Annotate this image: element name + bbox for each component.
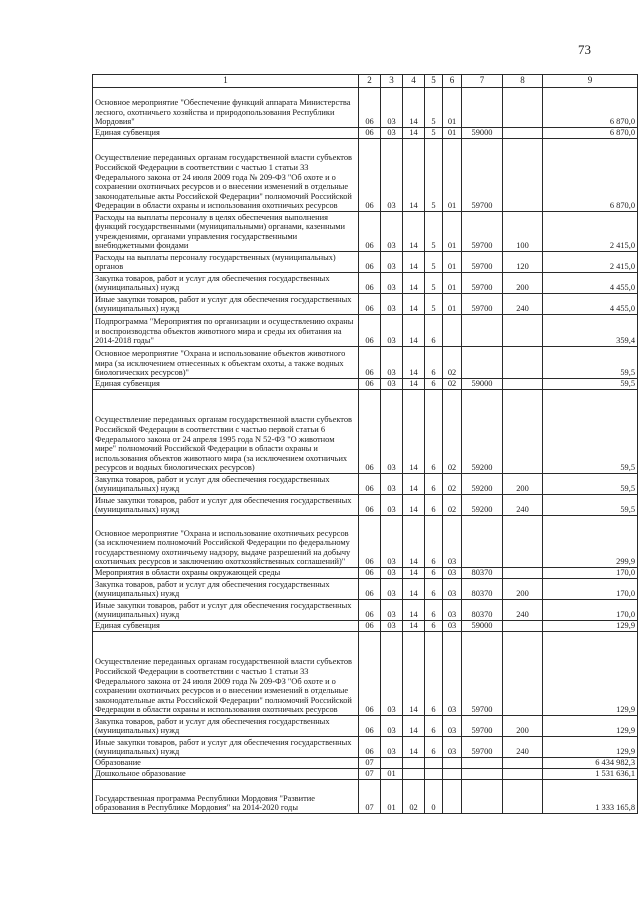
cell-chapter-code: 06 bbox=[359, 315, 381, 347]
cell-amount: 170,0 bbox=[543, 579, 638, 600]
cell-row-description: Иные закупки товаров, работ и услуг для обеспечения государственных (муниципальных) нужд bbox=[93, 737, 359, 758]
cell-chapter-code: 06 bbox=[359, 252, 381, 273]
cell-expense-type-code bbox=[503, 780, 543, 814]
cell-expense-direction-code: 80370 bbox=[462, 568, 503, 579]
cell-expense-direction-code bbox=[462, 769, 503, 780]
cell-subprogram-code: 5 bbox=[425, 139, 443, 212]
cell-amount: 1 333 165,8 bbox=[543, 780, 638, 814]
table-row bbox=[93, 621, 638, 632]
cell-amount: 170,0 bbox=[543, 568, 638, 579]
cell-expense-direction-code bbox=[462, 516, 503, 568]
cell-amount: 170,0 bbox=[543, 600, 638, 621]
cell-program-code: 14 bbox=[403, 139, 425, 212]
cell-expense-direction-code: 59700 bbox=[462, 273, 503, 294]
cell-subsection-code: 03 bbox=[381, 632, 403, 716]
cell-subsection-code: 03 bbox=[381, 212, 403, 252]
table-row bbox=[93, 579, 638, 600]
cell-chapter-code: 06 bbox=[359, 128, 381, 139]
cell-expense-type-code: 240 bbox=[503, 600, 543, 621]
cell-subprogram-code: 6 bbox=[425, 716, 443, 737]
cell-row-description: Закупка товаров, работ и услуг для обеспечения государственных (муниципальных) нужд bbox=[93, 273, 359, 294]
table-row bbox=[93, 516, 638, 568]
cell-subsection-code: 03 bbox=[381, 568, 403, 579]
cell-subsection-code: 03 bbox=[381, 516, 403, 568]
column-header-program-code: 4 bbox=[403, 75, 425, 88]
cell-subprogram-code: 5 bbox=[425, 88, 443, 128]
cell-chapter-code: 06 bbox=[359, 600, 381, 621]
cell-row-description: Единая субвенция bbox=[93, 621, 359, 632]
cell-expense-type-code bbox=[503, 88, 543, 128]
cell-row-description: Осуществление переданных органам государственной власти субъектов Российской Федерации в соответствии с частью 1 статьи 33 Федерального закона от 24 июля 2009 года № 209-ФЗ "Об охоте и о сохранении охотничьих ресурсов и о внесении изменений в отдельные законодательные акты Российской Федерации" полномочий Российской Федерации в области охраны и использования охотничьих ресурсов bbox=[93, 139, 359, 212]
cell-program-code: 14 bbox=[403, 88, 425, 128]
table-row bbox=[93, 600, 638, 621]
cell-program-code: 14 bbox=[403, 379, 425, 390]
cell-expense-type-code bbox=[503, 139, 543, 212]
cell-chapter-code: 06 bbox=[359, 294, 381, 315]
cell-expense-direction-code: 59200 bbox=[462, 474, 503, 495]
cell-row-description: Осуществление переданных органам государственной власти субъектов Российской Федерации в соответствии с частью 1 статьи 33 Федерального закона от 24 июля 2009 года № 209-ФЗ "Об охоте и о сохранении охотничьих ресурсов и о внесении изменений в отдельные законодательные акты Российской Федерации" полномочий Российской Федерации в области охраны и использования охотничьих ресурсов bbox=[93, 632, 359, 716]
cell-amount: 59,5 bbox=[543, 379, 638, 390]
cell-chapter-code: 06 bbox=[359, 579, 381, 600]
cell-amount: 6 434 982,3 bbox=[543, 758, 638, 769]
cell-subprogram-code: 5 bbox=[425, 252, 443, 273]
cell-subprogram-code: 6 bbox=[425, 390, 443, 474]
cell-subsection-code: 03 bbox=[381, 600, 403, 621]
cell-amount: 59,5 bbox=[543, 474, 638, 495]
cell-expense-type-code bbox=[503, 347, 543, 379]
table-row bbox=[93, 294, 638, 315]
cell-subsection-code: 03 bbox=[381, 273, 403, 294]
column-header-expense-type-code: 8 bbox=[503, 75, 543, 88]
cell-activity-code: 02 bbox=[443, 379, 462, 390]
table-row bbox=[93, 139, 638, 212]
table-row bbox=[93, 758, 638, 769]
cell-chapter-code: 06 bbox=[359, 212, 381, 252]
cell-expense-type-code: 100 bbox=[503, 212, 543, 252]
cell-expense-direction-code bbox=[462, 758, 503, 769]
cell-expense-direction-code: 59000 bbox=[462, 128, 503, 139]
cell-row-description: Мероприятия в области охраны окружающей среды bbox=[93, 568, 359, 579]
cell-chapter-code: 07 bbox=[359, 758, 381, 769]
cell-subprogram-code: 6 bbox=[425, 579, 443, 600]
cell-amount: 6 870,0 bbox=[543, 139, 638, 212]
cell-subprogram-code: 5 bbox=[425, 273, 443, 294]
cell-chapter-code: 06 bbox=[359, 390, 381, 474]
cell-subprogram-code: 0 bbox=[425, 780, 443, 814]
cell-program-code: 14 bbox=[403, 632, 425, 716]
column-header-activity-code: 6 bbox=[443, 75, 462, 88]
cell-chapter-code: 07 bbox=[359, 769, 381, 780]
cell-row-description: Единая субвенция bbox=[93, 128, 359, 139]
cell-amount: 59,5 bbox=[543, 347, 638, 379]
cell-chapter-code: 06 bbox=[359, 737, 381, 758]
cell-expense-direction-code: 59700 bbox=[462, 294, 503, 315]
cell-activity-code: 01 bbox=[443, 294, 462, 315]
cell-chapter-code: 06 bbox=[359, 632, 381, 716]
cell-activity-code: 01 bbox=[443, 139, 462, 212]
cell-program-code: 14 bbox=[403, 212, 425, 252]
table-row bbox=[93, 474, 638, 495]
cell-expense-type-code: 200 bbox=[503, 716, 543, 737]
table-row bbox=[93, 212, 638, 252]
cell-activity-code: 02 bbox=[443, 474, 462, 495]
cell-subprogram-code: 6 bbox=[425, 379, 443, 390]
cell-activity-code: 03 bbox=[443, 600, 462, 621]
cell-row-description: Единая субвенция bbox=[93, 379, 359, 390]
cell-row-description: Расходы на выплаты персоналу государственных (муниципальных) органов bbox=[93, 252, 359, 273]
cell-expense-type-code: 240 bbox=[503, 495, 543, 516]
cell-program-code bbox=[403, 758, 425, 769]
cell-expense-direction-code: 59700 bbox=[462, 212, 503, 252]
cell-activity-code: 01 bbox=[443, 252, 462, 273]
cell-amount: 1 531 636,1 bbox=[543, 769, 638, 780]
cell-amount: 4 455,0 bbox=[543, 273, 638, 294]
cell-subsection-code: 03 bbox=[381, 716, 403, 737]
table-row bbox=[93, 379, 638, 390]
table-row bbox=[93, 347, 638, 379]
cell-program-code: 14 bbox=[403, 315, 425, 347]
cell-expense-type-code bbox=[503, 379, 543, 390]
table-row bbox=[93, 315, 638, 347]
table-row bbox=[93, 88, 638, 128]
table-row bbox=[93, 273, 638, 294]
cell-amount: 2 415,0 bbox=[543, 212, 638, 252]
cell-activity-code: 03 bbox=[443, 568, 462, 579]
cell-subsection-code: 03 bbox=[381, 737, 403, 758]
cell-activity-code bbox=[443, 769, 462, 780]
cell-row-description: Иные закупки товаров, работ и услуг для обеспечения государственных (муниципальных) нужд bbox=[93, 600, 359, 621]
cell-activity-code: 01 bbox=[443, 273, 462, 294]
table-row bbox=[93, 390, 638, 474]
cell-expense-direction-code: 59000 bbox=[462, 379, 503, 390]
cell-expense-type-code bbox=[503, 621, 543, 632]
cell-row-description: Осуществление переданных органам государственной власти субъектов Российской Федерации в соответствии с частью первой статьи 6 Федерального закона от 24 апреля 1995 года N 52-ФЗ "О животном мире" полномочий Российской Федерации в области охраны и использования объектов животного мира (за исключением охотничьих ресурсов и водных биологических ресурсов) bbox=[93, 390, 359, 474]
cell-program-code: 14 bbox=[403, 474, 425, 495]
cell-subprogram-code: 5 bbox=[425, 294, 443, 315]
cell-subprogram-code: 6 bbox=[425, 737, 443, 758]
cell-subprogram-code: 6 bbox=[425, 347, 443, 379]
cell-subprogram-code: 6 bbox=[425, 516, 443, 568]
cell-chapter-code: 06 bbox=[359, 621, 381, 632]
cell-expense-direction-code: 59000 bbox=[462, 621, 503, 632]
cell-activity-code bbox=[443, 315, 462, 347]
cell-program-code: 14 bbox=[403, 128, 425, 139]
cell-chapter-code: 07 bbox=[359, 780, 381, 814]
cell-program-code: 14 bbox=[403, 737, 425, 758]
cell-program-code bbox=[403, 769, 425, 780]
cell-row-description: Дошкольное образование bbox=[93, 769, 359, 780]
table-row bbox=[93, 568, 638, 579]
column-header-amount: 9 bbox=[543, 75, 638, 88]
cell-amount: 59,5 bbox=[543, 390, 638, 474]
cell-expense-direction-code: 59700 bbox=[462, 139, 503, 212]
cell-program-code: 14 bbox=[403, 294, 425, 315]
cell-subprogram-code bbox=[425, 758, 443, 769]
cell-amount: 6 870,0 bbox=[543, 88, 638, 128]
cell-amount: 129,9 bbox=[543, 621, 638, 632]
cell-subsection-code: 01 bbox=[381, 769, 403, 780]
cell-subsection-code: 03 bbox=[381, 294, 403, 315]
cell-subsection-code: 01 bbox=[381, 780, 403, 814]
cell-activity-code: 03 bbox=[443, 516, 462, 568]
cell-activity-code bbox=[443, 758, 462, 769]
cell-expense-direction-code: 59700 bbox=[462, 737, 503, 758]
cell-row-description: Иные закупки товаров, работ и услуг для обеспечения государственных (муниципальных) нужд bbox=[93, 294, 359, 315]
cell-expense-type-code bbox=[503, 769, 543, 780]
cell-subsection-code: 03 bbox=[381, 579, 403, 600]
cell-subsection-code: 03 bbox=[381, 128, 403, 139]
cell-program-code: 14 bbox=[403, 568, 425, 579]
cell-expense-direction-code: 80370 bbox=[462, 600, 503, 621]
cell-subprogram-code: 6 bbox=[425, 568, 443, 579]
column-header-expense-direction-code: 7 bbox=[462, 75, 503, 88]
cell-expense-direction-code bbox=[462, 315, 503, 347]
cell-subsection-code: 03 bbox=[381, 88, 403, 128]
table-row bbox=[93, 252, 638, 273]
cell-row-description: Расходы на выплаты персоналу в целях обеспечения выполнения функций государственными (муниципальными) органами, казенными учреждениями, органами управления государственными внебюджетными фондами bbox=[93, 212, 359, 252]
cell-expense-type-code: 120 bbox=[503, 252, 543, 273]
cell-amount: 129,9 bbox=[543, 716, 638, 737]
cell-chapter-code: 06 bbox=[359, 139, 381, 212]
cell-program-code: 02 bbox=[403, 780, 425, 814]
cell-program-code: 14 bbox=[403, 621, 425, 632]
cell-expense-direction-code: 80370 bbox=[462, 579, 503, 600]
cell-program-code: 14 bbox=[403, 390, 425, 474]
cell-amount: 129,9 bbox=[543, 737, 638, 758]
table-header-row bbox=[93, 75, 638, 88]
cell-expense-direction-code: 59200 bbox=[462, 390, 503, 474]
cell-chapter-code: 06 bbox=[359, 347, 381, 379]
cell-expense-type-code: 200 bbox=[503, 474, 543, 495]
cell-subsection-code: 03 bbox=[381, 252, 403, 273]
cell-expense-direction-code: 59200 bbox=[462, 495, 503, 516]
cell-chapter-code: 06 bbox=[359, 516, 381, 568]
cell-expense-direction-code bbox=[462, 347, 503, 379]
cell-amount: 4 455,0 bbox=[543, 294, 638, 315]
cell-subprogram-code: 5 bbox=[425, 128, 443, 139]
column-header-chapter-code: 2 bbox=[359, 75, 381, 88]
cell-subprogram-code: 6 bbox=[425, 621, 443, 632]
cell-subsection-code bbox=[381, 758, 403, 769]
cell-subprogram-code: 6 bbox=[425, 600, 443, 621]
cell-activity-code: 01 bbox=[443, 128, 462, 139]
budget-table bbox=[92, 74, 638, 814]
cell-expense-type-code: 200 bbox=[503, 273, 543, 294]
cell-expense-type-code: 240 bbox=[503, 737, 543, 758]
cell-row-description: Закупка товаров, работ и услуг для обеспечения государственных (муниципальных) нужд bbox=[93, 579, 359, 600]
cell-row-description: Основное мероприятие "Охрана и использование объектов животного мира (за исключением отнесенных к объектам охоты, а также водных биологических ресурсов)" bbox=[93, 347, 359, 379]
cell-subprogram-code: 6 bbox=[425, 315, 443, 347]
cell-expense-type-code bbox=[503, 632, 543, 716]
cell-subsection-code: 03 bbox=[381, 139, 403, 212]
cell-chapter-code: 06 bbox=[359, 568, 381, 579]
cell-subsection-code: 03 bbox=[381, 390, 403, 474]
cell-subprogram-code: 6 bbox=[425, 632, 443, 716]
cell-expense-direction-code: 59700 bbox=[462, 632, 503, 716]
cell-activity-code: 03 bbox=[443, 632, 462, 716]
cell-amount: 299,9 bbox=[543, 516, 638, 568]
cell-program-code: 14 bbox=[403, 516, 425, 568]
cell-activity-code bbox=[443, 780, 462, 814]
cell-chapter-code: 06 bbox=[359, 273, 381, 294]
cell-row-description: Подпрограмма "Мероприятия по организации и осуществлению охраны и воспроизводства объектов животного мира и среды их обитания на 2014-2018 годы" bbox=[93, 315, 359, 347]
cell-subsection-code: 03 bbox=[381, 315, 403, 347]
cell-activity-code: 02 bbox=[443, 347, 462, 379]
cell-expense-type-code bbox=[503, 128, 543, 139]
cell-amount: 6 870,0 bbox=[543, 128, 638, 139]
cell-expense-type-code bbox=[503, 315, 543, 347]
table-row bbox=[93, 128, 638, 139]
cell-activity-code: 03 bbox=[443, 621, 462, 632]
cell-program-code: 14 bbox=[403, 716, 425, 737]
cell-program-code: 14 bbox=[403, 579, 425, 600]
cell-amount: 59,5 bbox=[543, 495, 638, 516]
cell-expense-type-code bbox=[503, 758, 543, 769]
cell-row-description: Образование bbox=[93, 758, 359, 769]
cell-expense-direction-code bbox=[462, 780, 503, 814]
column-header-row-description: 1 bbox=[93, 75, 359, 88]
table-row bbox=[93, 632, 638, 716]
table-row bbox=[93, 780, 638, 814]
cell-subprogram-code: 6 bbox=[425, 474, 443, 495]
cell-activity-code: 02 bbox=[443, 390, 462, 474]
cell-row-description: Иные закупки товаров, работ и услуг для обеспечения государственных (муниципальных) нужд bbox=[93, 495, 359, 516]
cell-program-code: 14 bbox=[403, 600, 425, 621]
cell-amount: 359,4 bbox=[543, 315, 638, 347]
cell-activity-code: 03 bbox=[443, 737, 462, 758]
cell-row-description: Государственная программа Республики Мордовия "Развитие образования в Республике Мордовия" на 2014-2020 годы bbox=[93, 780, 359, 814]
table-row bbox=[93, 769, 638, 780]
cell-subsection-code: 03 bbox=[381, 379, 403, 390]
cell-amount: 2 415,0 bbox=[543, 252, 638, 273]
cell-row-description: Закупка товаров, работ и услуг для обеспечения государственных (муниципальных) нужд bbox=[93, 716, 359, 737]
cell-subprogram-code: 5 bbox=[425, 212, 443, 252]
cell-subsection-code: 03 bbox=[381, 495, 403, 516]
cell-amount: 129,9 bbox=[543, 632, 638, 716]
cell-activity-code: 03 bbox=[443, 579, 462, 600]
cell-chapter-code: 06 bbox=[359, 88, 381, 128]
cell-subsection-code: 03 bbox=[381, 474, 403, 495]
cell-row-description: Закупка товаров, работ и услуг для обеспечения государственных (муниципальных) нужд bbox=[93, 474, 359, 495]
cell-expense-type-code: 240 bbox=[503, 294, 543, 315]
cell-activity-code: 02 bbox=[443, 495, 462, 516]
column-header-subprogram-code: 5 bbox=[425, 75, 443, 88]
table-row bbox=[93, 495, 638, 516]
cell-subsection-code: 03 bbox=[381, 347, 403, 379]
cell-activity-code: 03 bbox=[443, 716, 462, 737]
cell-row-description: Основное мероприятие "Охрана и использование охотничьих ресурсов (за исключением полномочий Российской Федерации по федеральному государственному охотничьему надзору, выдаче разрешений на добычу охотничьих ресурсов и заключению охотхозяйственных соглашений)" bbox=[93, 516, 359, 568]
cell-subprogram-code bbox=[425, 769, 443, 780]
cell-chapter-code: 06 bbox=[359, 474, 381, 495]
cell-subsection-code: 03 bbox=[381, 621, 403, 632]
cell-program-code: 14 bbox=[403, 347, 425, 379]
table-row bbox=[93, 737, 638, 758]
cell-expense-type-code bbox=[503, 390, 543, 474]
cell-activity-code: 01 bbox=[443, 212, 462, 252]
page-number: 73 bbox=[578, 42, 591, 57]
cell-row-description: Основное мероприятие "Обеспечение функций аппарата Министерства лесного, охотничьего хозяйства и природопользования Республики Мордовия" bbox=[93, 88, 359, 128]
cell-chapter-code: 06 bbox=[359, 716, 381, 737]
column-header-subsection-code: 3 bbox=[381, 75, 403, 88]
cell-expense-direction-code bbox=[462, 88, 503, 128]
cell-subprogram-code: 6 bbox=[425, 495, 443, 516]
cell-expense-type-code bbox=[503, 516, 543, 568]
cell-chapter-code: 06 bbox=[359, 379, 381, 390]
cell-expense-type-code: 200 bbox=[503, 579, 543, 600]
cell-expense-direction-code: 59700 bbox=[462, 252, 503, 273]
table-row bbox=[93, 716, 638, 737]
cell-program-code: 14 bbox=[403, 273, 425, 294]
cell-chapter-code: 06 bbox=[359, 495, 381, 516]
cell-program-code: 14 bbox=[403, 495, 425, 516]
cell-program-code: 14 bbox=[403, 252, 425, 273]
cell-expense-type-code bbox=[503, 568, 543, 579]
cell-activity-code: 01 bbox=[443, 88, 462, 128]
cell-expense-direction-code: 59700 bbox=[462, 716, 503, 737]
